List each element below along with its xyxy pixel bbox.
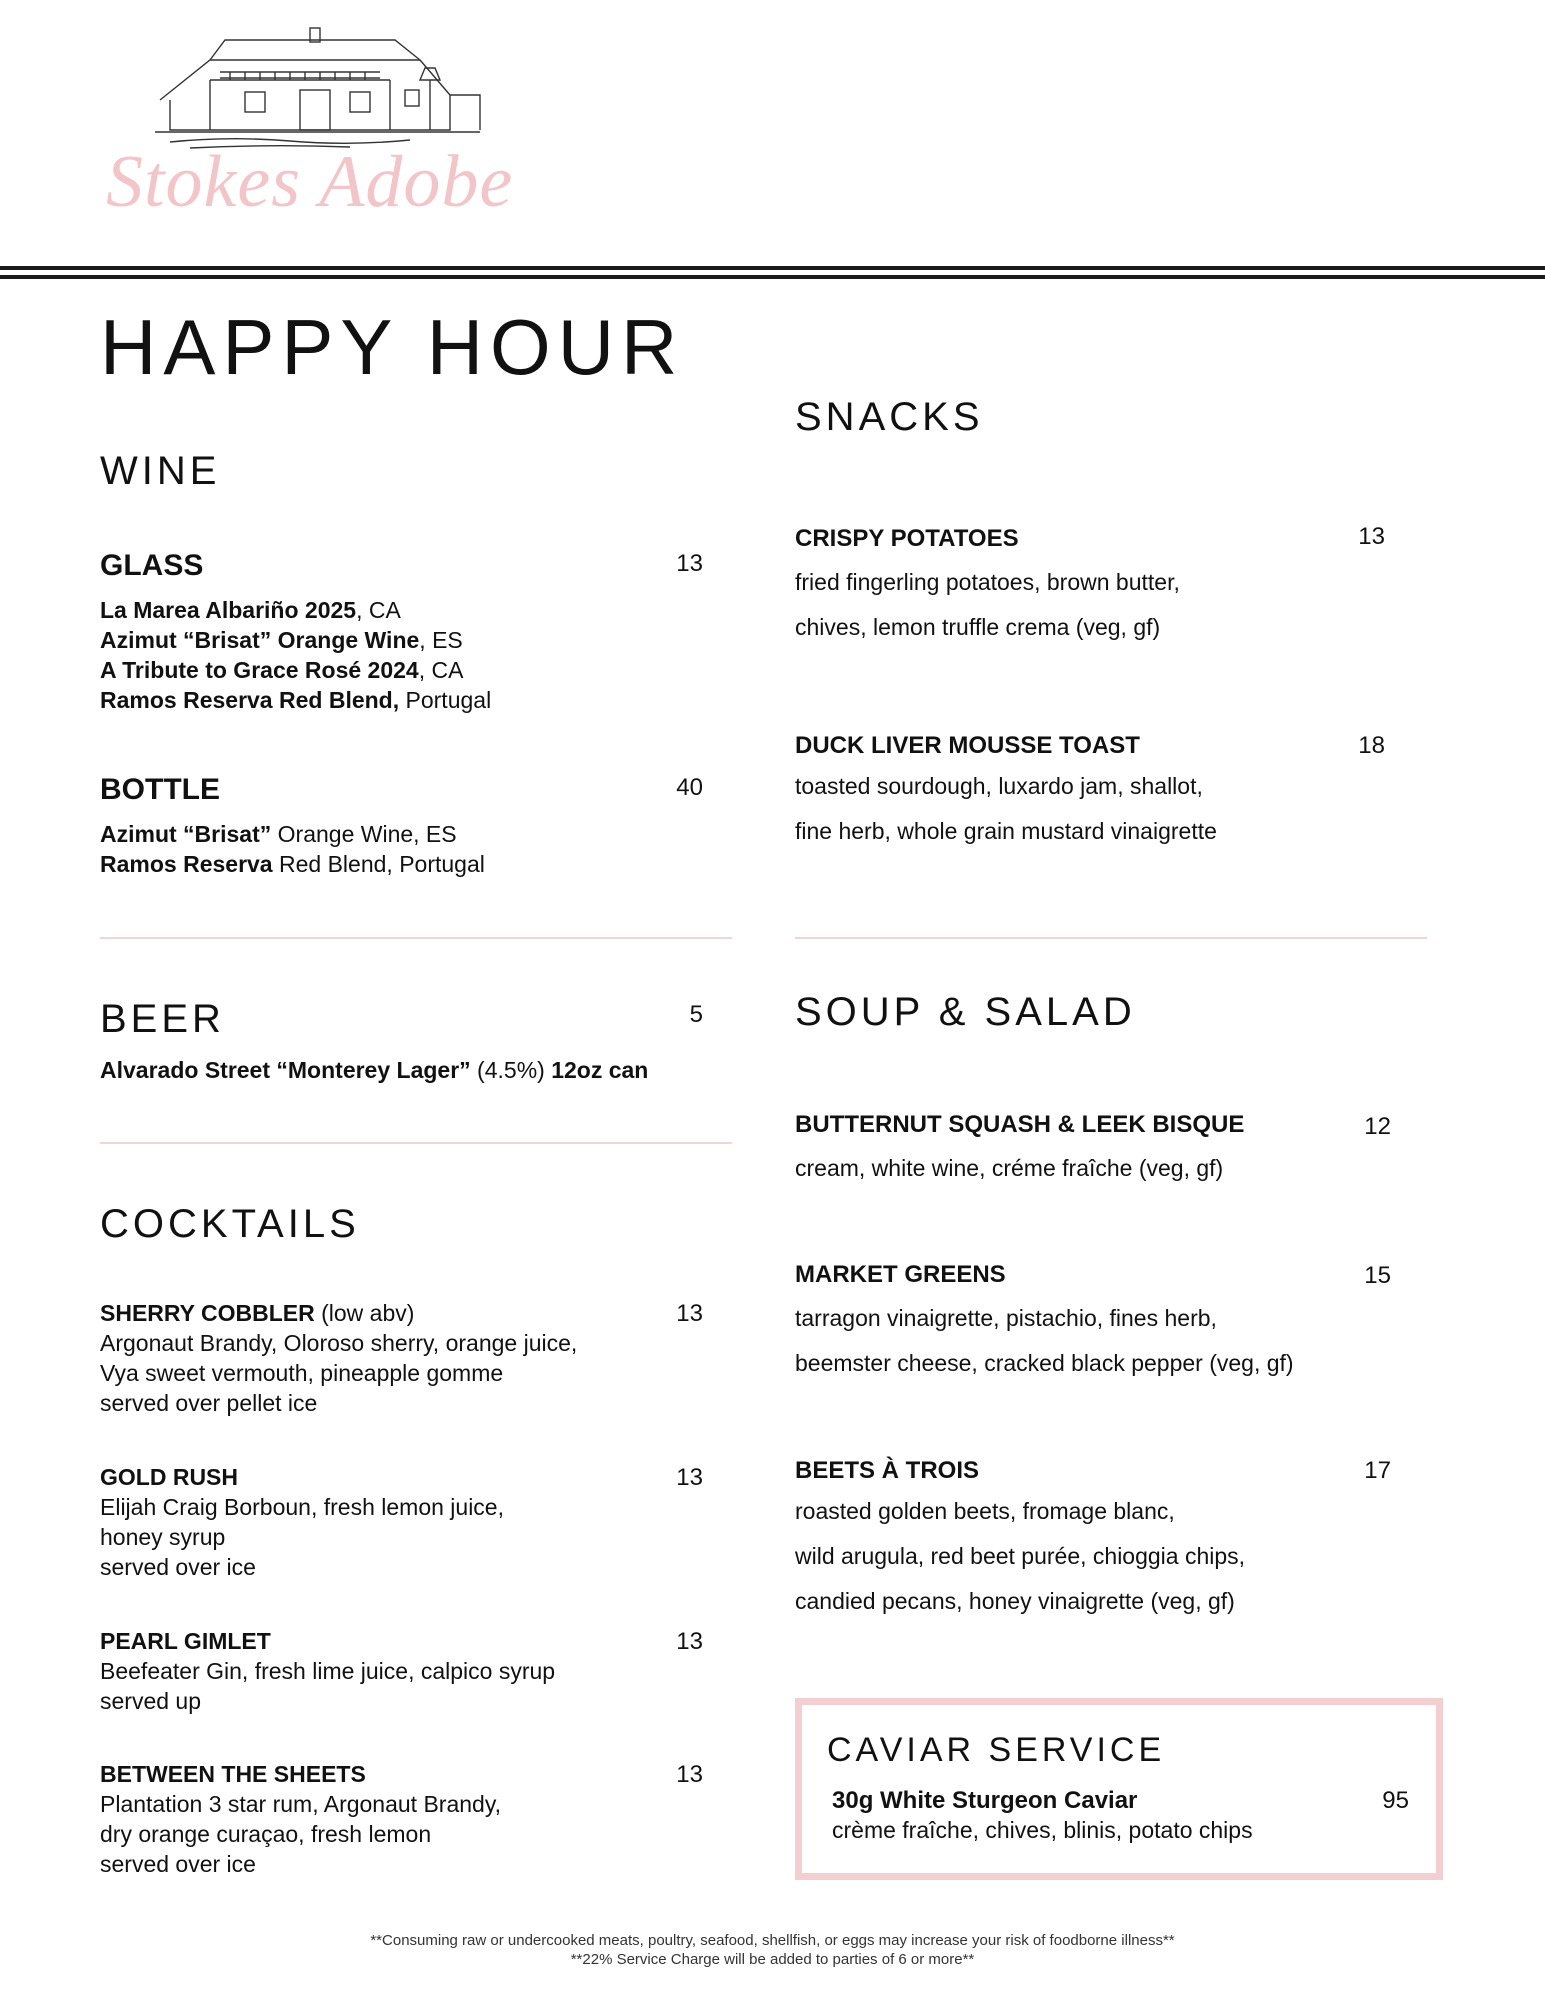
page-title: HAPPY HOUR <box>100 303 685 391</box>
cocktail-desc: Beefeater Gin, fresh lime juice, calpico syrup <box>100 1658 556 1684</box>
cocktail-desc: served over ice <box>100 1851 256 1877</box>
soup-salad-desc-line: candied pecans, honey vinaigrette (veg, gf) <box>795 1588 1235 1614</box>
wine-bottle-label: BOTTLE <box>100 773 220 806</box>
footer-disclaimer: **Consuming raw or undercooked meats, poultry, seafood, shellfish, or eggs may increase your risk of foodborne illness** <box>370 1932 1175 1949</box>
cocktail-desc: served over pellet ice <box>100 1390 318 1416</box>
soup-salad-desc-line: wild arugula, red beet purée, chioggia chips, <box>795 1543 1246 1569</box>
footer-service-charge: **22% Service Charge will be added to parties of 6 or more** <box>570 1951 975 1968</box>
cocktail-desc: Elijah Craig Borboun, fresh lemon juice, <box>100 1494 504 1520</box>
soup-salad-desc <box>795 1489 1245 1624</box>
cocktail-desc: Argonaut Brandy, Oloroso sherry, orange juice, <box>100 1330 578 1356</box>
cocktail-desc: served over ice <box>100 1554 256 1580</box>
caviar-service-box <box>795 1698 1443 1880</box>
soup-salad-name: BEETS À TROIS <box>795 1457 980 1484</box>
cocktail-name: BETWEEN THE SHEETS <box>100 1761 366 1787</box>
snack-desc-line: fried fingerling potatoes, brown butter, <box>795 569 1180 595</box>
caviar-name: 30g White Sturgeon Caviar <box>832 1787 1138 1814</box>
soup-salad-desc-line: beemster cheese, cracked black pepper (veg, gf) <box>795 1350 1294 1376</box>
cocktail-name: GOLD RUSH <box>100 1464 238 1490</box>
soup-salad-heading: SOUP & SALAD <box>795 990 1136 1034</box>
wine-glass-line: Ramos Reserva Red Blend, Portugal <box>100 687 492 713</box>
wine-bottle-line: Ramos Reserva Red Blend, Portugal <box>100 851 485 877</box>
beer-heading: BEER <box>100 997 225 1041</box>
cocktail-desc: dry orange curaçao, fresh lemon <box>100 1821 432 1847</box>
soup-salad-desc-line: cream, white wine, créme fraîche (veg, gf) <box>795 1155 1224 1181</box>
wine-bottle-list <box>100 819 485 879</box>
wine-glass-label: GLASS <box>100 549 204 582</box>
divider <box>100 1142 732 1144</box>
cocktail-item <box>100 1462 700 1582</box>
cocktail-item <box>100 1759 700 1879</box>
snack-price: 18 <box>1358 732 1385 759</box>
adobe-house-illustration <box>150 20 530 150</box>
cocktails-heading: COCKTAILS <box>100 1202 360 1246</box>
soup-salad-price: 12 <box>1364 1113 1391 1140</box>
soup-salad-name: BUTTERNUT SQUASH & LEEK BISQUE <box>795 1111 1245 1138</box>
divider <box>100 937 732 939</box>
brand-name: Stokes Adobe <box>106 141 514 223</box>
snack-desc-line: chives, lemon truffle crema (veg, gf) <box>795 614 1161 640</box>
snack-desc-line: toasted sourdough, luxardo jam, shallot, <box>795 773 1203 799</box>
soup-salad-desc-line: roasted golden beets, fromage blanc, <box>795 1498 1175 1524</box>
caviar-desc: crème fraîche, chives, blinis, potato chips <box>832 1817 1253 1843</box>
wine-glass-line: Azimut “Brisat” Orange Wine, ES <box>100 627 463 653</box>
beer-price: 5 <box>689 1001 703 1028</box>
cocktail-price: 13 <box>676 1464 703 1491</box>
wine-bottle-line: Azimut “Brisat” Orange Wine, ES <box>100 821 457 847</box>
snack-desc <box>795 560 1180 650</box>
soup-salad-price: 17 <box>1364 1457 1391 1484</box>
cocktail-item <box>100 1626 700 1716</box>
cocktail-desc: Plantation 3 star rum, Argonaut Brandy, <box>100 1791 502 1817</box>
logo <box>100 20 514 223</box>
soup-salad-desc <box>795 1296 1294 1386</box>
cocktail-desc: honey syrup <box>100 1524 226 1550</box>
cocktail-item <box>100 1298 700 1418</box>
divider <box>795 937 1427 939</box>
soup-salad-price: 15 <box>1364 1262 1391 1289</box>
soup-salad-desc-line: tarragon vinaigrette, pistachio, fines herb, <box>795 1305 1217 1331</box>
wine-glass-line: La Marea Albariño 2025, CA <box>100 597 401 623</box>
wine-glass-price: 13 <box>676 550 703 577</box>
cocktail-desc: Vya sweet vermouth, pineapple gomme <box>100 1360 504 1386</box>
cocktail-price: 13 <box>676 1300 703 1327</box>
snack-desc <box>795 764 1217 854</box>
cocktail-price: 13 <box>676 1761 703 1788</box>
header-rule-top <box>0 266 1545 270</box>
cocktail-name: PEARL GIMLET <box>100 1628 271 1654</box>
caviar-price: 95 <box>1382 1787 1409 1814</box>
wine-bottle-price: 40 <box>676 774 703 801</box>
snack-name: CRISPY POTATOES <box>795 525 1019 552</box>
wine-glass-list <box>100 595 491 715</box>
wine-glass-line: A Tribute to Grace Rosé 2024, CA <box>100 657 464 683</box>
beer-line: Alvarado Street “Monterey Lager” (4.5%) 12oz can <box>100 1057 649 1083</box>
soup-salad-name: MARKET GREENS <box>795 1261 1006 1288</box>
wine-heading: WINE <box>100 449 221 493</box>
cocktail-desc: served up <box>100 1688 202 1714</box>
cocktail-name: SHERRY COBBLER (low abv) <box>100 1300 415 1326</box>
snack-name: DUCK LIVER MOUSSE TOAST <box>795 732 1140 759</box>
snack-price: 13 <box>1358 523 1385 550</box>
caviar-heading: CAVIAR SERVICE <box>827 1731 1166 1769</box>
header-rule-bottom <box>0 275 1545 279</box>
snacks-heading: SNACKS <box>795 395 984 439</box>
cocktail-price: 13 <box>676 1628 703 1655</box>
soup-salad-desc <box>795 1146 1223 1191</box>
snack-desc-line: fine herb, whole grain mustard vinaigrette <box>795 818 1217 844</box>
